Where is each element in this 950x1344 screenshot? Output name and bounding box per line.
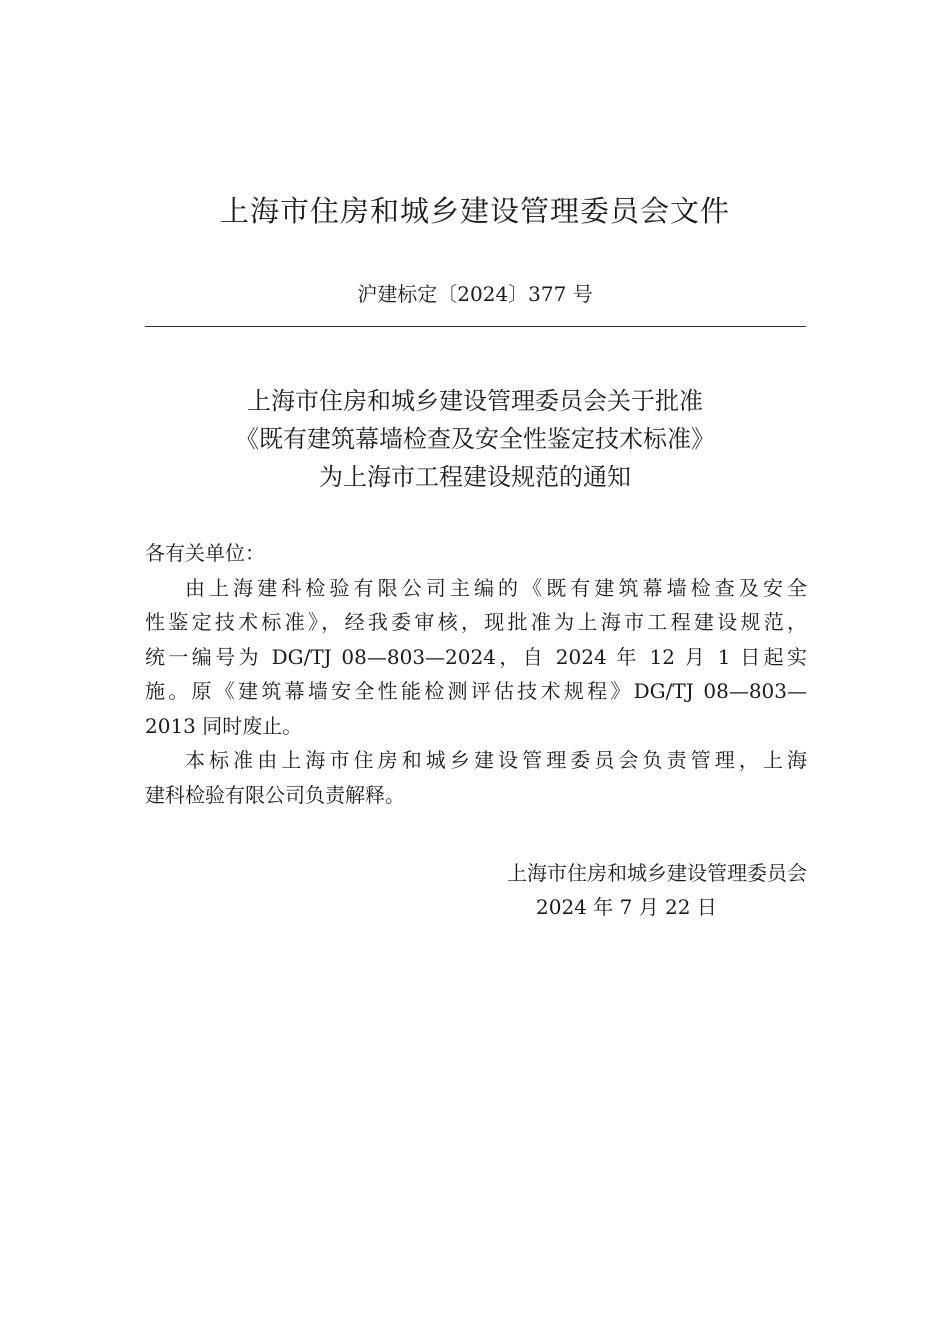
notice-title-line: 上海市住房和城乡建设管理委员会关于批准: [247, 387, 703, 415]
signature-block: [145, 856, 807, 924]
salutation: 各有关单位：: [145, 541, 265, 565]
paragraph-approval: [145, 571, 807, 744]
issuing-authority-header: 上海市住房和城乡建设管理委员会文件: [219, 194, 730, 228]
notice-title-line: 为上海市工程建设规范的通知: [319, 463, 631, 491]
signature-date: 2024 年 7 月 22 日: [536, 895, 717, 919]
paragraph-line: 本标准由上海市住房和城乡建设管理委员会负责管理，上海: [185, 748, 807, 772]
header-divider: [145, 326, 806, 327]
paragraph-line: 2013 同时废止。: [145, 713, 303, 738]
signature-organization: 上海市住房和城乡建设管理委员会: [507, 861, 807, 885]
notice-body: [145, 536, 807, 812]
paragraph-line: 由上海建科检验有限公司主编的《既有建筑幕墙检查及安全: [185, 575, 807, 600]
paragraph-line: 性鉴定技术标准》，经我委审核，现批准为上海市工程建设规范，: [145, 610, 807, 634]
paragraph-line: 统一编号为 DG/TJ 08—803—2024，自 2024 年 12 月 1 日起实: [145, 644, 807, 669]
paragraph-line: 建科检验有限公司负责解释。: [145, 782, 405, 807]
notice-title: [0, 382, 950, 496]
paragraph-line: 施。原《建筑幕墙安全性能检测评估技术规程》DG/TJ 08—803—: [145, 679, 807, 703]
document-number: 沪建标定〔2024〕377 号: [357, 282, 593, 306]
notice-title-line: 《既有建筑幕墙检查及安全性鉴定技术标准》: [235, 425, 715, 453]
paragraph-management: [145, 743, 807, 812]
